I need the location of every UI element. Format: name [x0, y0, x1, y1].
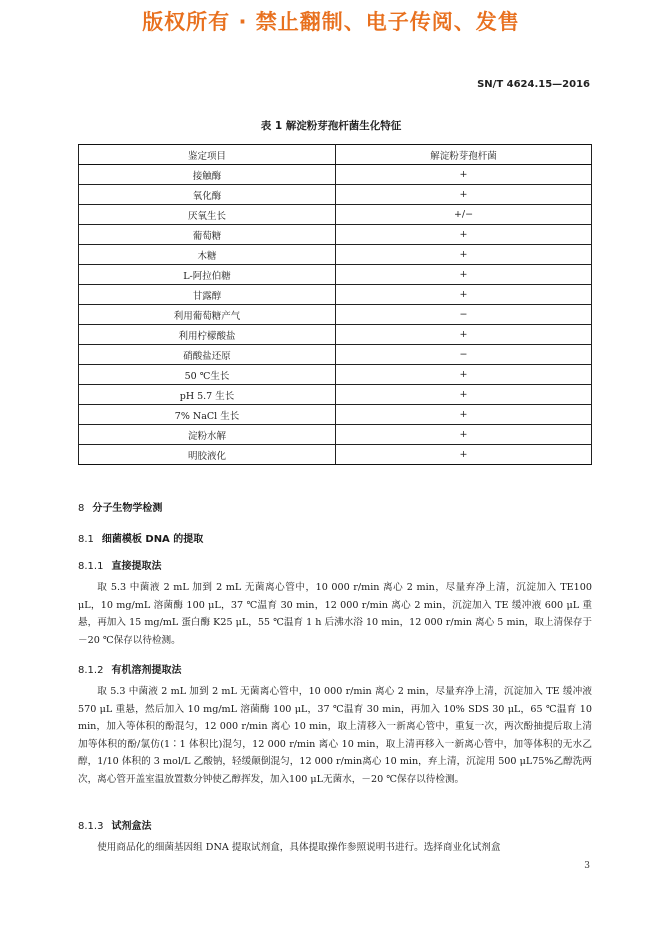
table-row — [79, 225, 592, 245]
section-title: 分子生物学检测 — [92, 503, 163, 514]
table-cell: + — [336, 245, 592, 265]
paragraph-kit-method: 使用商品化的细菌基因组 DNA 提取试剂盒，具体提取操作参照说明书进行。选择商业化试剂盒 — [97, 842, 501, 853]
paragraph-direct-extraction: 取 5.3 中菌液 2 mL 加到 2 mL 无菌离心管中，10 000 r/min 离心 2 min，尽量弃净上清，沉淀加入 TE100 μL，10 mg/mL 溶菌酶 100 μL，37 ℃温育 30 min，12 000 r/min 离心 2 min，沉淀加入 TE 缓冲液 600 μL 重悬，再加入 15 mg/mL 蛋白酶 K25 μL，55 ℃温育 1 h 后沸水浴 10 min，12 000 r/min 离心 5 min，取上清保存于－20 ℃保存以待检测。 — [78, 582, 592, 646]
section-number: 8.1.3 — [78, 821, 104, 832]
section-number: 8.1.2 — [78, 665, 104, 676]
standard-number: SN/T 4624.15—2016 — [477, 79, 590, 90]
section-title: 直接提取法 — [111, 561, 162, 572]
table-cell: 接触酶 — [79, 165, 336, 185]
table-header-row — [79, 145, 592, 165]
table-cell: − — [336, 305, 592, 325]
section-8-1-1-heading — [78, 557, 161, 572]
table-row — [79, 305, 592, 325]
section-8-1-2-heading — [78, 661, 181, 676]
table-cell: + — [336, 225, 592, 245]
table-cell: pH 5.7 生长 — [79, 385, 336, 405]
table-row — [79, 445, 592, 465]
table-cell: 淀粉水解 — [79, 425, 336, 445]
section-8-1-heading — [78, 530, 203, 545]
table-row — [79, 385, 592, 405]
section-title: 有机溶剂提取法 — [111, 665, 182, 676]
section-number: 8 — [78, 503, 85, 514]
table-cell: + — [336, 285, 592, 305]
table-cell: 厌氧生长 — [79, 205, 336, 225]
table-cell: 利用柠檬酸盐 — [79, 325, 336, 345]
table-row — [79, 325, 592, 345]
section-8-heading — [78, 499, 162, 514]
section-number: 8.1.1 — [78, 561, 104, 572]
table-cell: 葡萄糖 — [79, 225, 336, 245]
table-cell: 明胶液化 — [79, 445, 336, 465]
biochemical-features-table — [78, 144, 592, 465]
table-row — [79, 425, 592, 445]
table-cell: 甘露醇 — [79, 285, 336, 305]
table-row — [79, 345, 592, 365]
table-row — [79, 245, 592, 265]
table-title: 表 1 解淀粉芽孢杆菌生化特征 — [260, 120, 402, 132]
table-cell: + — [336, 365, 592, 385]
table-cell: + — [336, 385, 592, 405]
table-cell: 木糖 — [79, 245, 336, 265]
copyright-watermark: 版权所有 · 禁止翻制、电子传阅、发售 — [142, 10, 520, 34]
table-row — [79, 265, 592, 285]
table-row — [79, 405, 592, 425]
table-row — [79, 285, 592, 305]
table-row — [79, 185, 592, 205]
table-cell: + — [336, 425, 592, 445]
table-cell: L-阿拉伯糖 — [79, 265, 336, 285]
table-cell: 氧化酶 — [79, 185, 336, 205]
table-cell: + — [336, 325, 592, 345]
column-header: 解淀粉芽孢杆菌 — [336, 145, 592, 165]
table-cell: 利用葡萄糖产气 — [79, 305, 336, 325]
section-8-1-3-heading — [78, 817, 151, 832]
table-cell: 硝酸盐还原 — [79, 345, 336, 365]
table-cell: − — [336, 345, 592, 365]
table-cell: +/− — [336, 205, 592, 225]
paragraph-organic-solvent-extraction: 取 5.3 中菌液 2 mL 加到 2 mL 无菌离心管中，10 000 r/min 离心 2 min，尽量弃净上清，沉淀加入 TE 缓冲液 570 μL 重悬，然后加入 10 mg/mL 溶菌酶 100 μL，37 ℃温育 30 min，再加入 10% SDS 30 μL，65 ℃温育 10 min，加入等体积的酚混匀，12 000 r/min 离心 10 min，取上清移入一新离心管中，重复一次，两次酚抽提后取上清加等体积的酚/氯仿(1∶1 体积比)混匀，12 000 r/min 离心 10 min，取上清再移入一新离心管中，加等体积的无水乙醇，1/10 体积的 3 mol/L 乙酸钠，轻缓颠倒混匀，12 000 r/min离心 10 min，弃上清，沉淀用 500 μL75%乙醇洗两次，离心管开盖室温放置数分钟使乙醇挥发，加入100 μL无菌水，－20 ℃保存以待检测。 — [78, 686, 592, 785]
table-row — [79, 205, 592, 225]
column-header: 鉴定项目 — [79, 145, 336, 165]
table-cell: + — [336, 165, 592, 185]
table-cell: 50 ℃生长 — [79, 365, 336, 385]
table-cell: 7% NaCl 生长 — [79, 405, 336, 425]
section-number: 8.1 — [78, 534, 94, 545]
section-title: 细菌模板 DNA 的提取 — [101, 534, 204, 545]
table-cell: + — [336, 445, 592, 465]
table-row — [79, 365, 592, 385]
table-cell: + — [336, 185, 592, 205]
section-title: 试剂盒法 — [111, 821, 152, 832]
table-cell: + — [336, 265, 592, 285]
table-row — [79, 165, 592, 185]
table-cell: + — [336, 405, 592, 425]
page-number: 3 — [584, 861, 590, 871]
